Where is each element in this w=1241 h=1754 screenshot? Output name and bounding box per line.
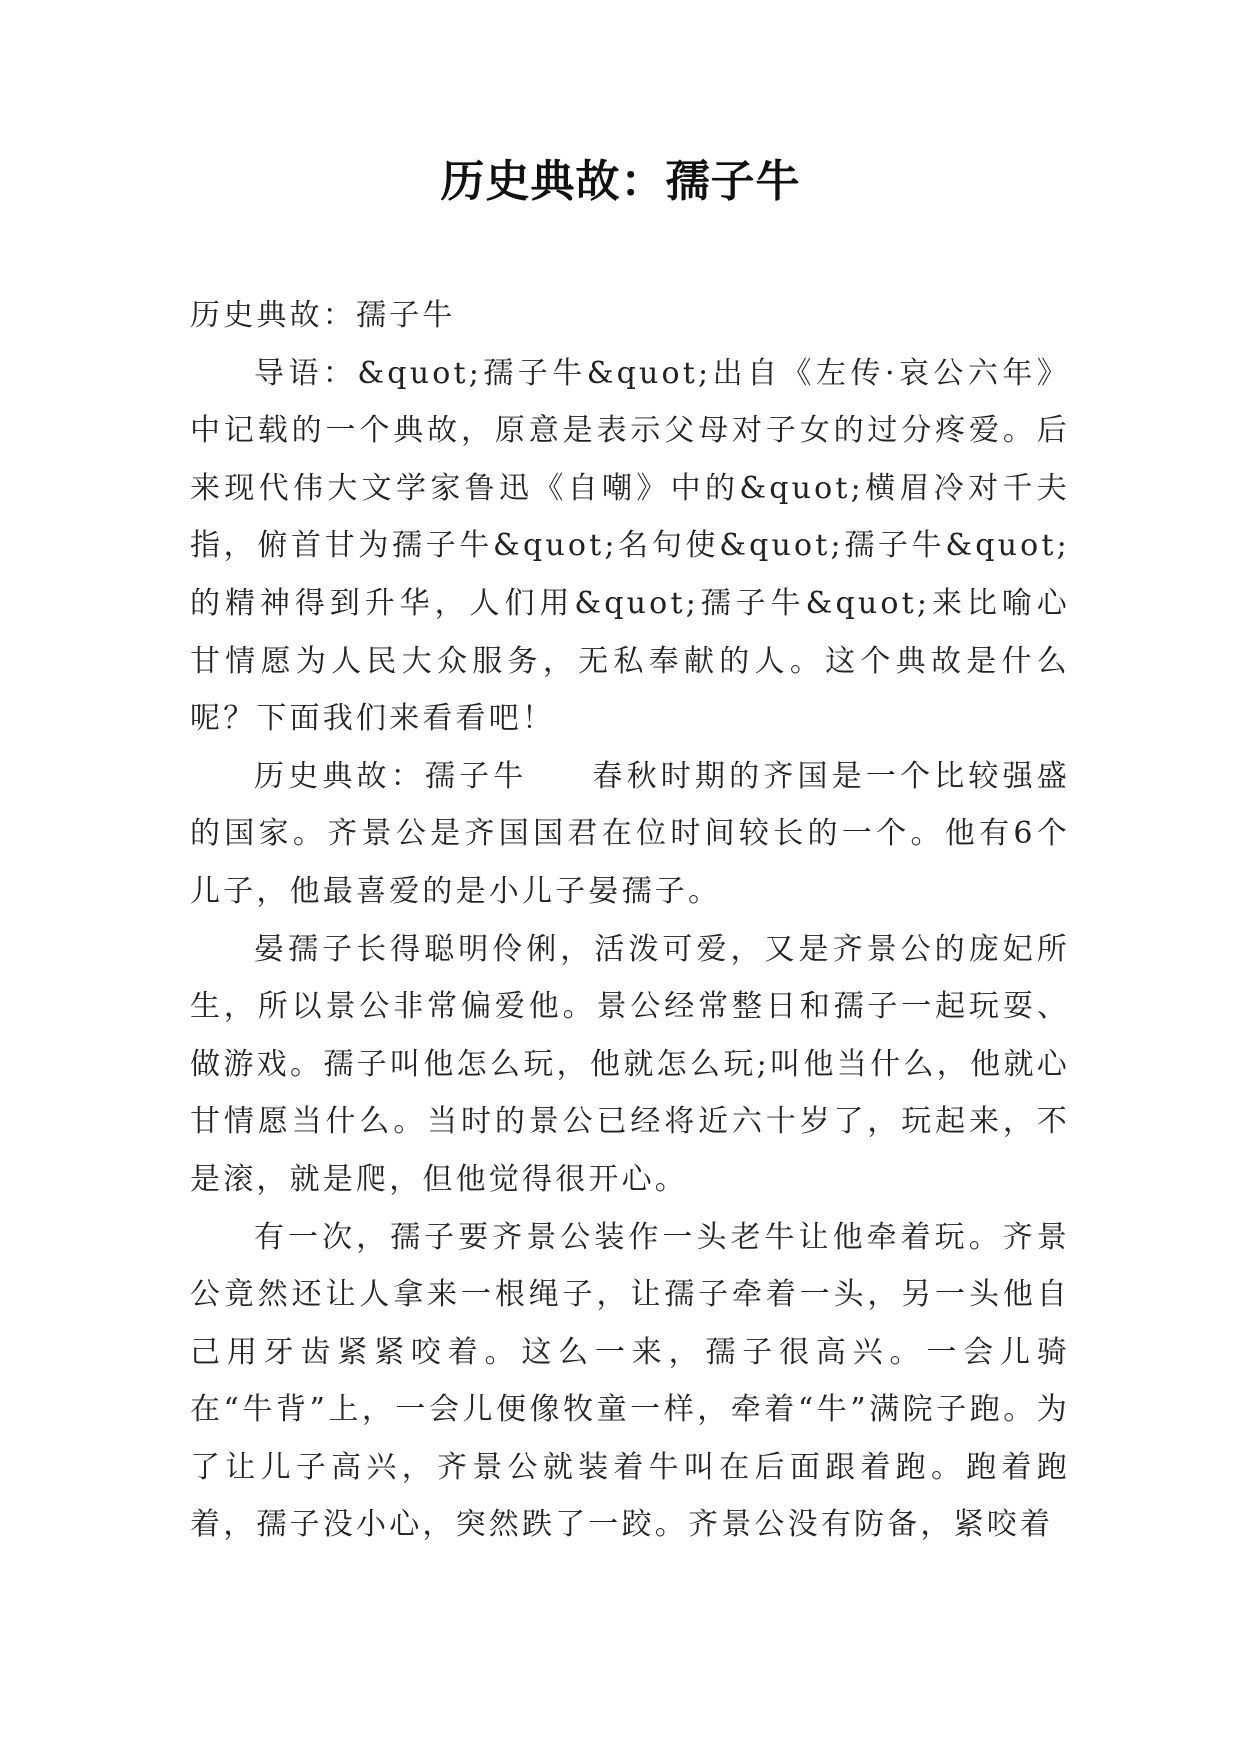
paragraph-story-opening	[190, 748, 1070, 921]
paragraph-story-opening-text: 春秋时期的齐国是一个比较强盛的国家。齐景公是齐国国君在位时间较长的一个。他有6个儿子，他最喜爱的是小儿子晏孺子。	[190, 758, 1070, 909]
paragraph-ox-game: 有一次，孺子要齐景公装作一头老牛让他牵着玩。齐景公竟然还让人拿来一根绳子，让孺子牵着一头，另一头他自己用牙齿紧紧咬着。这么一来，孺子很高兴。一会儿骑在“牛背”上，一会儿便像牧童一样，牵着“牛”满院子跑。为了让儿子高兴，齐景公就装着牛叫在后面跟着跑。跑着跑着，孺子没小心，突然跌了一跤。齐景公没有防备，紧咬着	[190, 1219, 1070, 1543]
document-subtitle: 历史典故：孺子牛	[190, 298, 456, 333]
paragraph-intro: 导语：&quot;孺子牛&quot;出自《左传·哀公六年》中记载的一个典故，原意是表示父母对子女的过分疼爱。后来现代伟大文学家鲁迅《自嘲》中的&quot;横眉冷对千夫指，俯首甘为孺子牛&quot;名句使&quot;孺子牛&quot;的精神得到升华，人们用&quot;孺子牛&quot;来比喻心甘情愿为人民大众服务，无私奉献的人。这个典故是什么呢？下面我们来看看吧！	[190, 355, 1070, 737]
document-body	[190, 287, 1070, 1554]
document-title: 历史典故：孺子牛	[440, 156, 801, 207]
paragraph-yan-ruzi: 晏孺子长得聪明伶俐，活泼可爱，又是齐景公的庞妃所生，所以景公非常偏爱他。景公经常整日和孺子一起玩耍、做游戏。孺子叫他怎么玩，他就怎么玩;叫他当什么，他就心甘情愿当什么。当时的景公已经将近六十岁了，玩起来，不是滚，就是爬，但他觉得很开心。	[190, 931, 1070, 1197]
section-heading: 历史典故：孺子牛	[254, 758, 528, 794]
